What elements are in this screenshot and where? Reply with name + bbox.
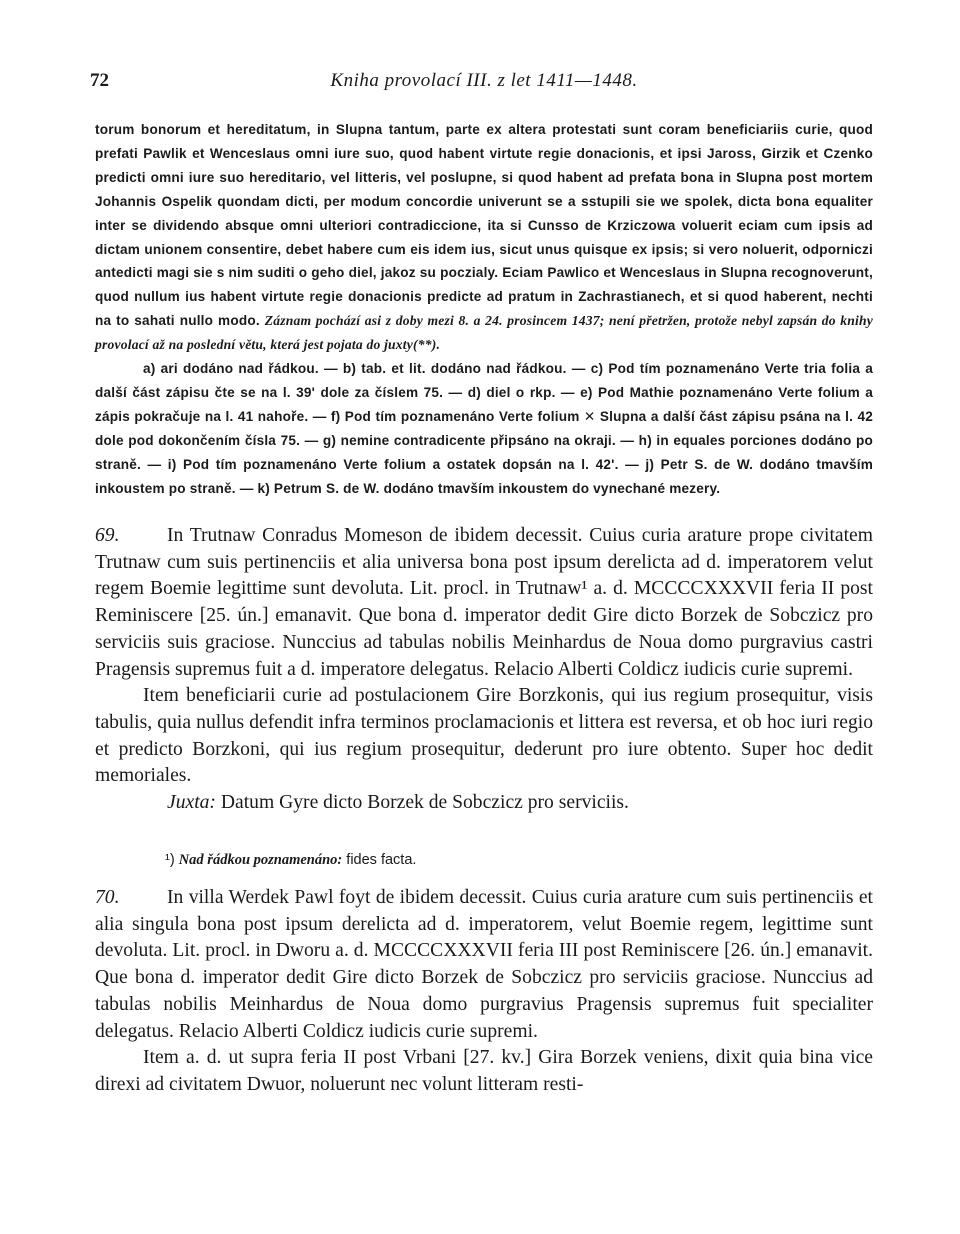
entry-70-paragraph: [95, 885, 873, 1045]
entry-69: [95, 523, 873, 817]
apparatus-notes: a) ari dodáno nad řádkou. — b) tab. et lit. dodáno nad řádkou. — c) Pod tím poznamenáno Verte tria folia a další část zápisu čte se na l. 39' dole za číslem 75. — d) diel o rkp. — e) Pod Mathie poznamenáno Verte folium a zápis pokračuje na l. 41 nahoře. — f) Pod tím poznamenáno Verte folium ✕ Slupna a další část zápisu psána na l. 42 dole pod dokončením čísla 75. — g) nemine contradicente připsáno na okraji. — h) in equales porciones dodáno po straně. — i) Pod tím poznamenáno Verte folium a ostatek dopsán na l. 42'. — j) Petr S. de W. dodáno tmavším inkoustem po straně. — k) Petrum S. de W. dodáno tmavším inkoustem do vynechané mezery.: [95, 361, 873, 496]
running-title: Kniha provolací III. z let 1411—1448.: [330, 70, 638, 91]
critical-notes: [95, 118, 873, 501]
footnote-text: fides facta.: [346, 852, 417, 868]
footnote: [165, 850, 865, 870]
entry-text: In villa Werdek Pawl foyt de ibidem decessit. Cuius curia arature cum suis pertinenciis et alia singula bona post ipsum derelicta ad d. imperatorem, velut Boemie regem, legittime sunt devoluta. Lit. procl. in Dworu a. d. MCCCCXXXVII feria III post Reminiscere [26. ún.] emanavit. Que bona d. imperator dedit Gire dicto Borzek de Sobczicz pro serviciis graciose. Nunccius ad tabulas nobilis Meinhardus de Noua domo purgravius Pragensis supremus fuit specialiter delegatus. Relacio Alberti Coldicz iudicis curie supremi.: [95, 887, 873, 1042]
juxta-text: Datum Gyre dicto Borzek de Sobczicz pro serviciis.: [220, 792, 629, 814]
page-number: 72: [90, 70, 109, 91]
notes-text: torum bonorum et hereditatum, in Slupna tantum, parte ex altera protestati sunt coram beneficiariis curie, quod prefati Pawlik et Wenceslaus omni iure suo, quod habent virtute regie donacionis, et ipsi Jaross, Girzik et Czenko predicti omni iure suo hereditario, vel litteris, vel poslupne, si quod habent ad prefata bona in Slupna post mortem Johannis Ospelik quondam dicti, per modum concordie univerunt se a sstupili sie we spolek, dicta bona equaliter inter se dividendo absque omni ulteriori contradiccione, ita si Cunsso de Krziczowa voluerit eciam cum ipsis ad dictam unionem consentire, debet habere cum eis idem ius, sicut unus quisque ex ipsis; si vero noluerit, odporniczi antedicti magi sie s nim suditi o geho diel, jakoz su poczialy. Eciam Pawlico et Wenceslaus in Slupna recognoverunt, quod nullum ius habent virtute regie donacionis predicte ad pratum in Zachrastianech, et si quod haberent, nechti na to sahati nullo modo.: [95, 122, 873, 329]
entry-text: In Trutnaw Conradus Momeson de ibidem decessit. Cuius curia arature prope civitatem Trutnaw cum suis pertinenciis et alia universa bona post ipsum derelicta ad d. imperatorem velut regem Boemie legittime sunt devoluta. Lit. procl. in Trutnaw¹ a. d. MCCCCXXXVII feria II post Reminiscere [25. ún.] emanavit. Que bona d. imperator dedit Gire dicto Borzek de Sobczicz pro serviciis suis graciose. Nunccius ad tabulas nobilis Meinhardus de Noua domo purgravius castri Pragensis supremus fuit a d. imperatore delegatus. Relacio Alberti Coldicz iudicis curie supremi.: [95, 525, 873, 680]
entry-number: 70.: [95, 887, 120, 908]
juxta-label: Juxta:: [167, 792, 216, 814]
entry-number: 69.: [95, 525, 120, 546]
entry-69-paragraph: [95, 523, 873, 683]
notes-editorial-remark: Záznam pochází asi z doby mezi 8. a 24. prosincem 1437; není přetržen, protože nebyl zapsán do knihy provolací až na poslední větu, která jest pojata do juxty(**).: [95, 313, 873, 353]
footnote-label: Nad řádkou poznamenáno:: [178, 852, 343, 868]
page-header: [90, 70, 873, 96]
entry-69-continuation: Item beneficiarii curie ad postulacionem Gire Borzkonis, qui ius regium prosequitur, visis tabulis, quia nullus defendit infra terminos proclamacionis et littera est reversa, et ob hoc iuri regio et predicto Borzkoni, qui ius regium prosequitur, dederunt pro iure obtento. Super hoc dedit memoriales.: [95, 685, 873, 787]
entry-70: [95, 885, 873, 1099]
notes-paragraph-text: [95, 118, 873, 357]
footnote-mark: ¹): [165, 852, 175, 868]
juxta-note: [95, 790, 873, 817]
entry-70-continuation: Item a. d. ut supra feria II post Vrbani [27. kv.] Gira Borzek veniens, dixit quia bina vice direxi ad civitatem Dwuor, noluerunt nec volunt litteram resti-: [95, 1047, 873, 1095]
